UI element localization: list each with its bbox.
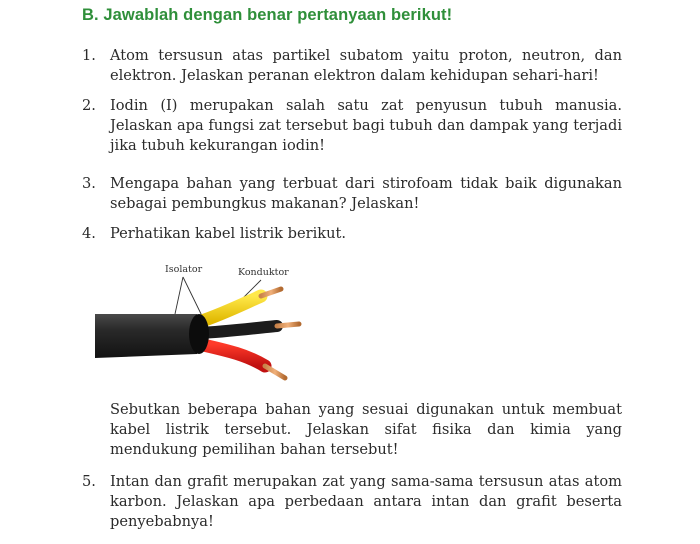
question-5 <box>82 472 622 532</box>
question-text: Sebutkan beberapa bahan yang sesuai digunakan untuk membuat kabel listrik tersebut. Jelaskan sifat fisika dan kimia yang mendukung pemilihan bahan tersebut! <box>110 401 622 458</box>
cable-jacket <box>95 314 209 358</box>
question-4-followup <box>82 400 622 460</box>
label-konduktor: Konduktor <box>238 267 289 278</box>
question-3 <box>82 174 622 214</box>
question-number: 4. <box>82 225 96 242</box>
question-1 <box>82 46 622 86</box>
question-text: Iodin (I) merupakan salah satu zat penyusun tubuh manusia. Jelaskan apa fungsi zat tersebut bagi tubuh dan dampak yang terjadi jika tubuh kekurangan iodin! <box>110 97 622 154</box>
cable-illustration <box>95 258 335 398</box>
question-number: 3. <box>82 175 96 192</box>
question-2 <box>82 96 622 156</box>
question-number: 5. <box>82 473 96 490</box>
section-heading: B. Jawablah dengan benar pertanyaan berikut! <box>82 6 453 24</box>
yellow-wire <box>199 289 281 322</box>
question-4 <box>82 224 622 244</box>
cable-figure <box>95 258 335 398</box>
red-wire <box>199 344 285 378</box>
question-text: Atom tersusun atas partikel subatom yaitu proton, neutron, dan elektron. Jelaskan peranan elektron dalam kehidupan sehari-hari! <box>110 47 622 84</box>
question-text: Intan dan grafit merupakan zat yang sama-sama tersusun atas atom karbon. Jelaskan apa perbedaan antara intan dan grafit beserta penyebabnya! <box>110 473 622 530</box>
question-number: 1. <box>82 47 96 64</box>
question-text: Perhatikan kabel listrik berikut. <box>110 225 347 242</box>
question-text: Mengapa bahan yang terbuat dari stirofoam tidak baik digunakan sebagai pembungkus makanan? Jelaskan! <box>110 175 622 212</box>
question-number: 2. <box>82 97 96 114</box>
label-isolator: Isolator <box>165 264 203 275</box>
black-wire <box>199 324 299 333</box>
